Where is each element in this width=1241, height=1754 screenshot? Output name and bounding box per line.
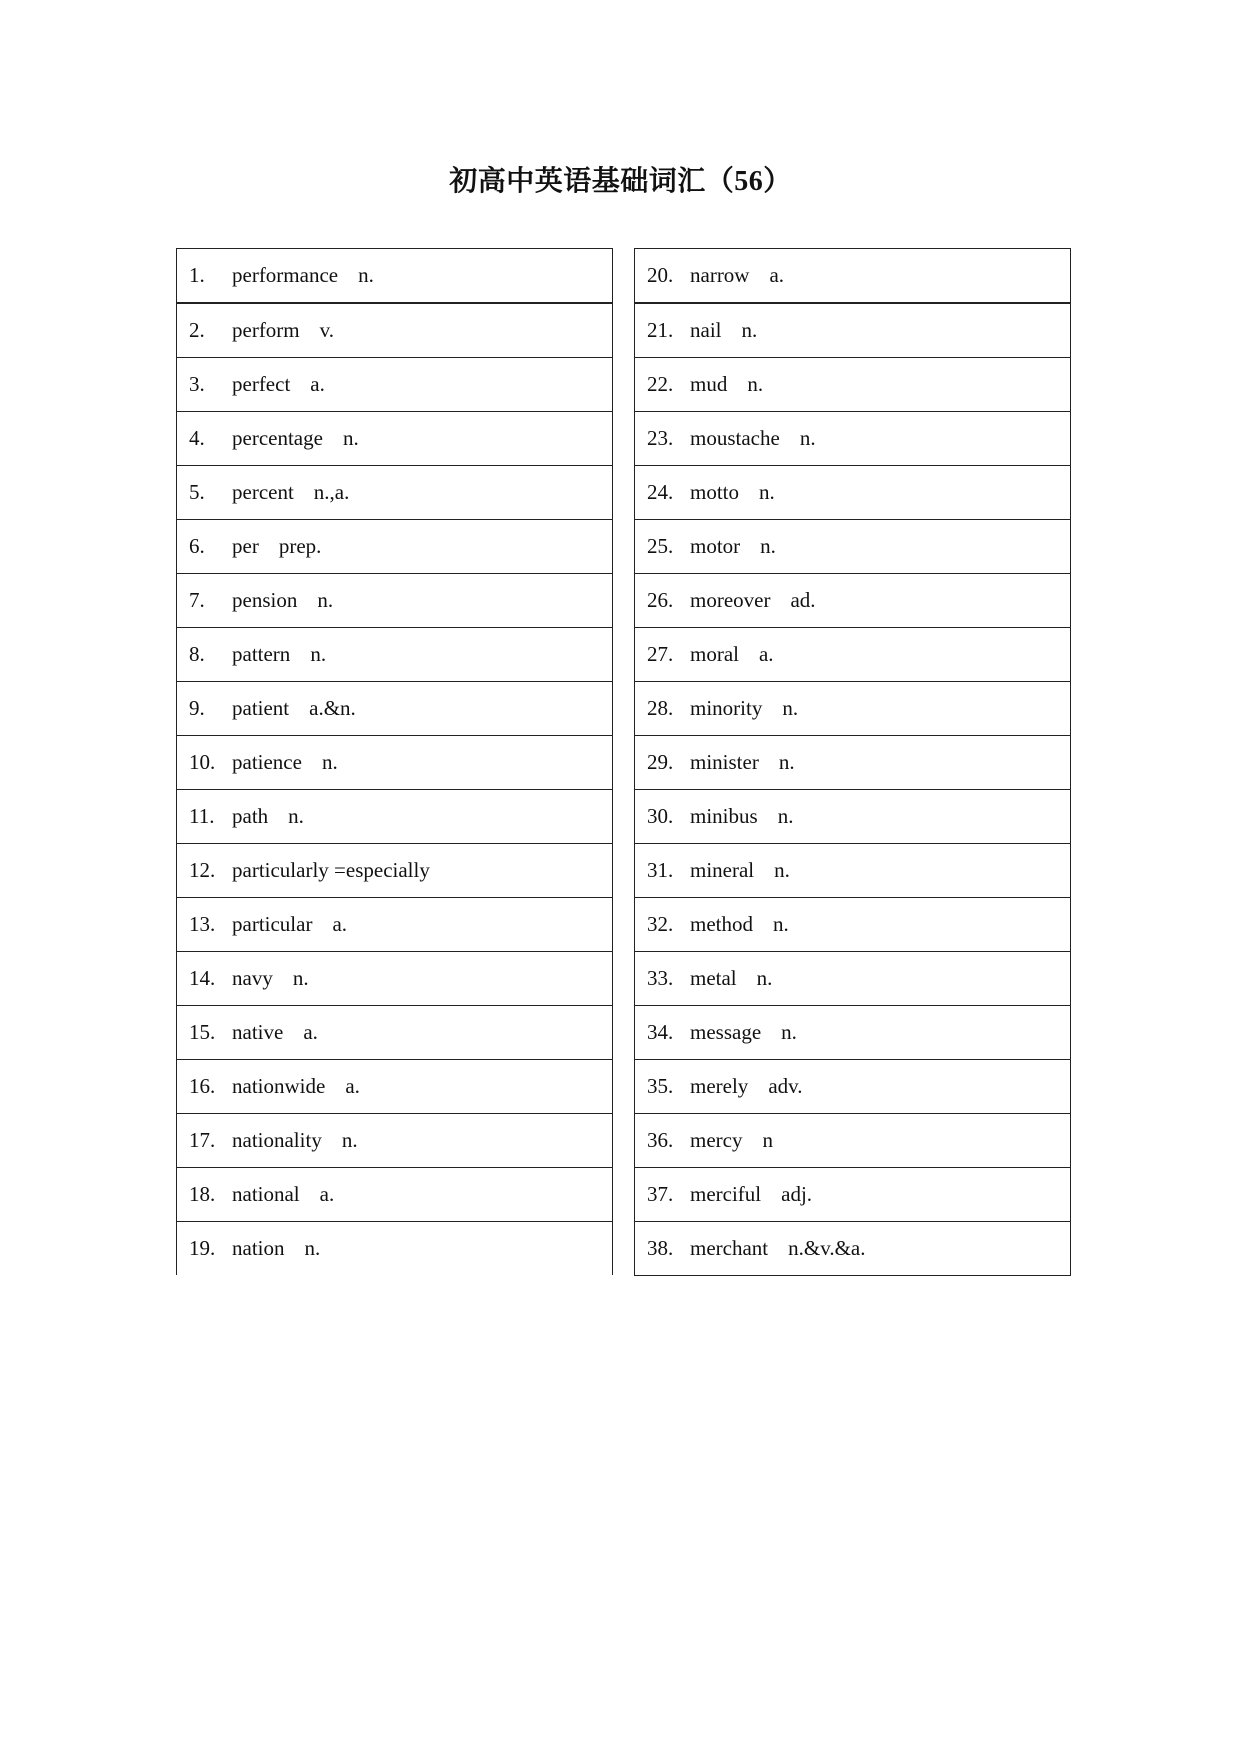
entry-word: motor [690,534,741,558]
entry-word: native [232,1020,284,1044]
entry-word: nail [690,318,722,342]
entry-number: 30. [647,804,674,828]
vocab-row [635,358,1071,412]
entry-number: 4. [189,426,205,450]
entry-word: pension [232,588,298,612]
vocab-row [635,952,1071,1006]
vocab-cell [177,628,613,682]
entry-part-of-speech: n. [292,966,309,990]
entry-part-of-speech: a. [758,642,774,666]
entry-word: perform [232,318,300,342]
entry-part-of-speech: n. [342,426,359,450]
entry-word: mud [690,372,728,396]
vocab-cell [177,358,613,412]
entry-part-of-speech: n.&v.&a. [788,1236,866,1260]
vocab-row [635,249,1071,304]
entry-word: minister [690,750,759,774]
entry-part-of-speech: a. [345,1074,360,1098]
entry-word: national [232,1182,300,1206]
entry-part-of-speech: n. [310,642,327,666]
entry-number: 7. [189,588,205,612]
entry-number: 24. [647,480,674,504]
vocab-row [177,303,613,358]
entry-part-of-speech: n. [304,1236,321,1260]
entry-word: path [232,804,269,828]
entry-number: 23. [647,426,674,450]
entry-word: percentage [232,426,323,450]
vocab-row [177,790,613,844]
vocab-cell [177,249,613,304]
entry-part-of-speech: n. [288,804,304,828]
vocab-cell [177,1114,613,1168]
entry-word: moreover [690,588,771,612]
entry-part-of-speech: n. [774,858,790,882]
vocab-row [177,412,613,466]
vocab-cell [177,1006,613,1060]
entry-part-of-speech: n. [781,1020,797,1044]
entry-part-of-speech: n. [778,750,795,774]
entry-number: 13. [189,912,216,936]
entry-number: 12. [189,858,216,882]
entry-word: nation [232,1236,285,1260]
vocab-cell [635,1060,1071,1114]
entry-number: 3. [189,372,205,396]
entry-word: merciful [690,1182,762,1206]
entry-word: per [232,534,259,558]
entry-number: 14. [189,966,216,990]
entry-part-of-speech: n. [747,372,764,396]
entry-part-of-speech: n. [759,480,775,504]
entry-number: 32. [647,912,674,936]
vocab-row [635,574,1071,628]
entry-number: 29. [647,750,674,774]
vocab-row [635,790,1071,844]
vocab-row [635,1060,1071,1114]
entry-number: 31. [647,858,674,882]
vocab-row [635,303,1071,358]
entry-part-of-speech: n. [799,426,816,450]
entry-part-of-speech: ad. [790,588,816,612]
vocab-cell [177,952,613,1006]
entry-word: mineral [690,858,755,882]
page-title: 初高中英语基础词汇（56） [449,166,792,197]
vocab-cell [635,898,1071,952]
entry-number: 37. [647,1182,674,1206]
entry-word: nationality [232,1128,322,1152]
vocab-cell [635,1168,1071,1222]
vocab-cell [635,466,1071,520]
entry-part-of-speech: n. [756,966,773,990]
vocab-row [635,736,1071,790]
entry-number: 2. [189,318,205,342]
entry-part-of-speech: n. [782,696,799,720]
vocab-cell [635,249,1071,304]
entry-number: 9. [189,696,205,720]
entry-number: 1. [189,263,205,287]
vocab-row [177,1114,613,1168]
entry-word: merchant [690,1236,769,1260]
entry-number: 5. [189,480,205,504]
entry-number: 10. [189,750,216,774]
vocab-table-left-body [177,249,613,1276]
vocab-row [177,574,613,628]
vocab-cell [635,358,1071,412]
vocab-cell [635,1114,1071,1168]
vocab-cell [635,736,1071,790]
entry-number: 35. [647,1074,674,1098]
entry-part-of-speech: a. [769,263,785,287]
entry-number: 38. [647,1236,674,1260]
vocab-row [635,682,1071,736]
entry-part-of-speech: n. [321,750,338,774]
vocab-row [177,1060,613,1114]
vocab-table-right-body [635,249,1071,1276]
vocab-row [177,844,613,898]
vocab-row [177,952,613,1006]
vocab-row [635,844,1071,898]
entry-word: percent [232,480,294,504]
vocab-row [635,1006,1071,1060]
vocab-cell [635,574,1071,628]
vocab-row [177,249,613,304]
entry-number: 8. [189,642,205,666]
vocab-cell [635,844,1071,898]
entry-part-of-speech: a. [332,912,348,936]
vocab-row [177,736,613,790]
vocab-cell [177,412,613,466]
entry-part-of-speech: a.&n. [309,696,356,720]
entry-part-of-speech: v. [319,318,335,342]
vocab-cell [635,303,1071,358]
entry-word: navy [232,966,273,990]
entry-part-of-speech: n. [317,588,334,612]
vocab-cell [177,790,613,844]
vocab-row [635,1168,1071,1222]
vocab-row [177,1168,613,1222]
entry-number: 27. [647,642,674,666]
entry-part-of-speech: n. [760,534,776,558]
entry-part-of-speech: n [762,1128,773,1152]
entry-number: 34. [647,1020,674,1044]
entry-word: mercy [690,1128,743,1152]
entry-word: motto [690,480,740,504]
vocab-row [177,520,613,574]
vocab-cell [635,1222,1071,1276]
vocab-cell [177,1168,613,1222]
vocab-row [635,412,1071,466]
entry-number: 33. [647,966,674,990]
entry-number: 19. [189,1236,216,1260]
entry-number: 15. [189,1020,216,1044]
entry-word: minority [690,696,763,720]
entry-part-of-speech: n.,a. [313,480,350,504]
vocab-cell [177,520,613,574]
vocab-cell [177,303,613,358]
entry-number: 21. [647,318,674,342]
vocab-row [177,1006,613,1060]
entry-word: nationwide [232,1074,326,1098]
entry-number: 20. [647,263,674,287]
vocab-cell [177,898,613,952]
entry-part-of-speech: n. [341,1128,358,1152]
vocab-cell [177,844,613,898]
vocab-cell [635,952,1071,1006]
entry-word: message [690,1020,762,1044]
vocab-cell [177,682,613,736]
entry-number: 28. [647,696,674,720]
entry-part-of-speech: n. [741,318,758,342]
entry-word: particularly =especially [232,858,430,882]
vocab-cell [177,1222,613,1276]
vocab-row [177,466,613,520]
vocab-row [635,466,1071,520]
vocab-row [635,520,1071,574]
entry-number: 25. [647,534,674,558]
entry-number: 26. [647,588,674,612]
vocab-table-right [634,248,1071,1276]
entry-number: 11. [189,804,215,828]
vocab-cell [635,520,1071,574]
entry-word: patience [232,750,302,774]
entry-word: particular [232,912,313,936]
entry-word: pattern [232,642,291,666]
entry-part-of-speech: a. [310,372,325,396]
vocab-row [177,898,613,952]
entry-part-of-speech: a. [319,1182,335,1206]
vocab-cell [177,1060,613,1114]
vocab-table-left [176,248,613,1275]
entry-word: method [690,912,753,936]
entry-part-of-speech: a. [303,1020,318,1044]
vocab-row [177,1222,613,1276]
vocab-cell [177,466,613,520]
entry-word: merely [690,1074,749,1098]
vocab-cell [635,412,1071,466]
vocab-row [177,682,613,736]
entry-part-of-speech: adj. [781,1182,813,1206]
entry-part-of-speech: adv. [768,1074,803,1098]
entry-number: 16. [189,1074,216,1098]
vocab-cell [177,574,613,628]
vocab-cell [177,736,613,790]
entry-number: 6. [189,534,205,558]
entry-word: moustache [690,426,780,450]
vocab-cell [635,628,1071,682]
vocab-row [635,628,1071,682]
vocab-row [635,1222,1071,1276]
vocab-cell [635,790,1071,844]
entry-word: narrow [690,263,750,287]
vocab-row [635,1114,1071,1168]
entry-word: moral [690,642,739,666]
entry-word: performance [232,263,339,287]
entry-number: 17. [189,1128,216,1152]
vocab-row [635,898,1071,952]
entry-part-of-speech: n. [358,263,374,287]
entry-word: metal [690,966,737,990]
vocab-row [177,628,613,682]
entry-word: minibus [690,804,758,828]
vocab-cell [635,1006,1071,1060]
entry-part-of-speech: n. [773,912,789,936]
entry-word: patient [232,696,290,720]
entry-number: 36. [647,1128,674,1152]
entry-number: 18. [189,1182,216,1206]
vocab-row [177,358,613,412]
entry-word: perfect [232,372,291,396]
entry-number: 22. [647,372,674,396]
entry-part-of-speech: prep. [278,534,322,558]
entry-part-of-speech: n. [777,804,794,828]
vocab-cell [635,682,1071,736]
